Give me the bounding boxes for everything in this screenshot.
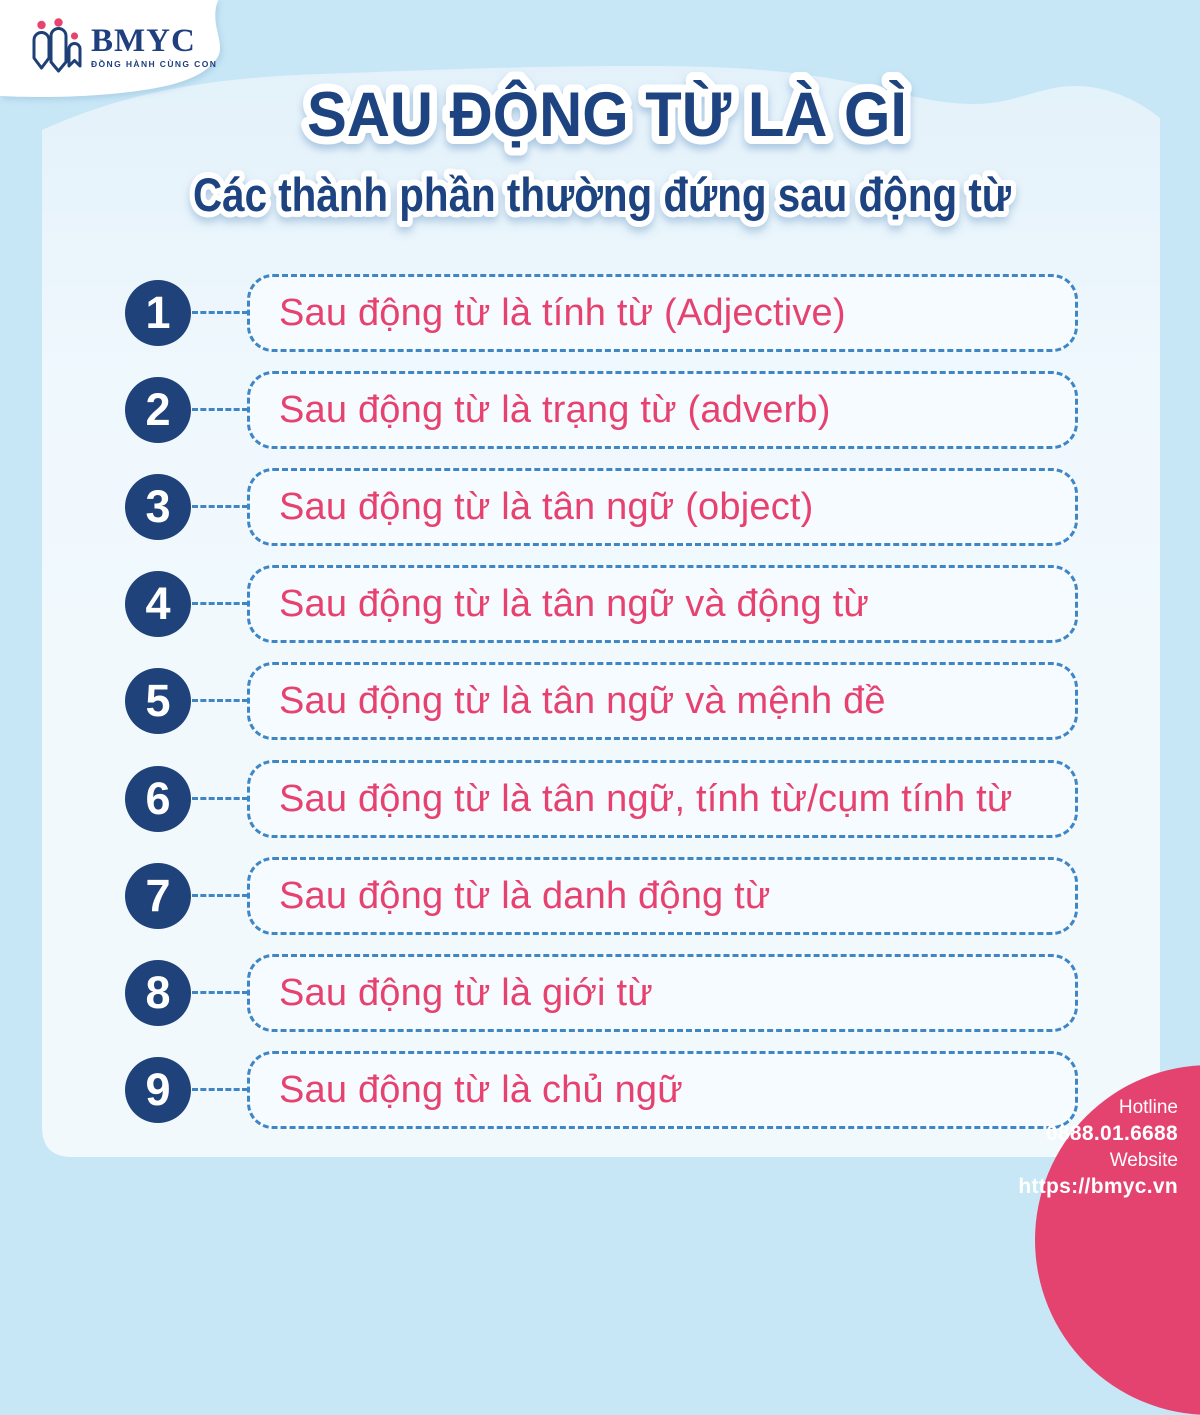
item-box [247,662,1078,740]
item-number-badge: 6 [125,766,191,832]
item-box [247,274,1078,352]
logo-name: BMYC [91,22,196,59]
item-number-badge: 7 [125,863,191,929]
item-text: Sau động từ là trạng từ (adverb) [279,388,831,431]
dashed-connector [192,505,248,508]
website-label: Website [1109,1149,1178,1171]
item-box [247,857,1078,935]
page-subtitle: Các thành phần thường đứng sau động từ [193,168,1012,221]
item-box [247,1051,1078,1129]
item-number-badge: 9 [125,1057,191,1123]
item-box [247,371,1078,449]
list-item [0,662,1200,740]
dashed-connector [192,408,248,411]
item-text: Sau động từ là tân ngữ và mệnh đề [279,679,886,722]
logo-people-icon [30,18,82,74]
dashed-connector [192,1088,248,1091]
item-box [247,760,1078,838]
list-item [0,857,1200,935]
item-box [247,468,1078,546]
list-item [0,274,1200,352]
item-box [247,954,1078,1032]
item-number-badge: 8 [125,960,191,1026]
website-url: https://bmyc.vn [1018,1174,1178,1198]
item-text: Sau động từ là tân ngữ và động từ [279,582,869,625]
dashed-connector [192,311,248,314]
dashed-connector [192,699,248,702]
contact-info [1018,1092,1178,1198]
hotline-number: 0888.01.6688 [1045,1121,1178,1145]
page-title: SAU ĐỘNG TỪ LÀ GÌ [307,80,941,150]
list-item [0,760,1200,838]
item-text: Sau động từ là giới từ [279,971,653,1014]
list-item [0,371,1200,449]
hotline-label: Hotline [1118,1097,1178,1118]
item-text: Sau động từ là danh động từ [279,874,771,917]
dashed-connector [192,894,248,897]
item-number-badge: 4 [125,571,191,637]
item-number-badge: 3 [125,474,191,540]
item-number-badge: 2 [125,377,191,443]
item-text: Sau động từ là chủ ngữ [279,1068,683,1111]
item-text: Sau động từ là tính từ (Adjective) [279,291,846,334]
item-box [247,565,1078,643]
dashed-connector [192,602,248,605]
list-item [0,468,1200,546]
item-text: Sau động từ là tân ngữ (object) [279,485,814,528]
dashed-connector [192,797,248,800]
dashed-connector [192,991,248,994]
logo [30,18,217,74]
item-number-badge: 5 [125,668,191,734]
item-number-badge: 1 [125,280,191,346]
logo-tagline: ĐỒNG HÀNH CÙNG CON [91,58,218,69]
list-item [0,565,1200,643]
item-text: Sau động từ là tân ngữ, tính từ/cụm tính từ [279,777,1013,820]
list-item [0,954,1200,1032]
